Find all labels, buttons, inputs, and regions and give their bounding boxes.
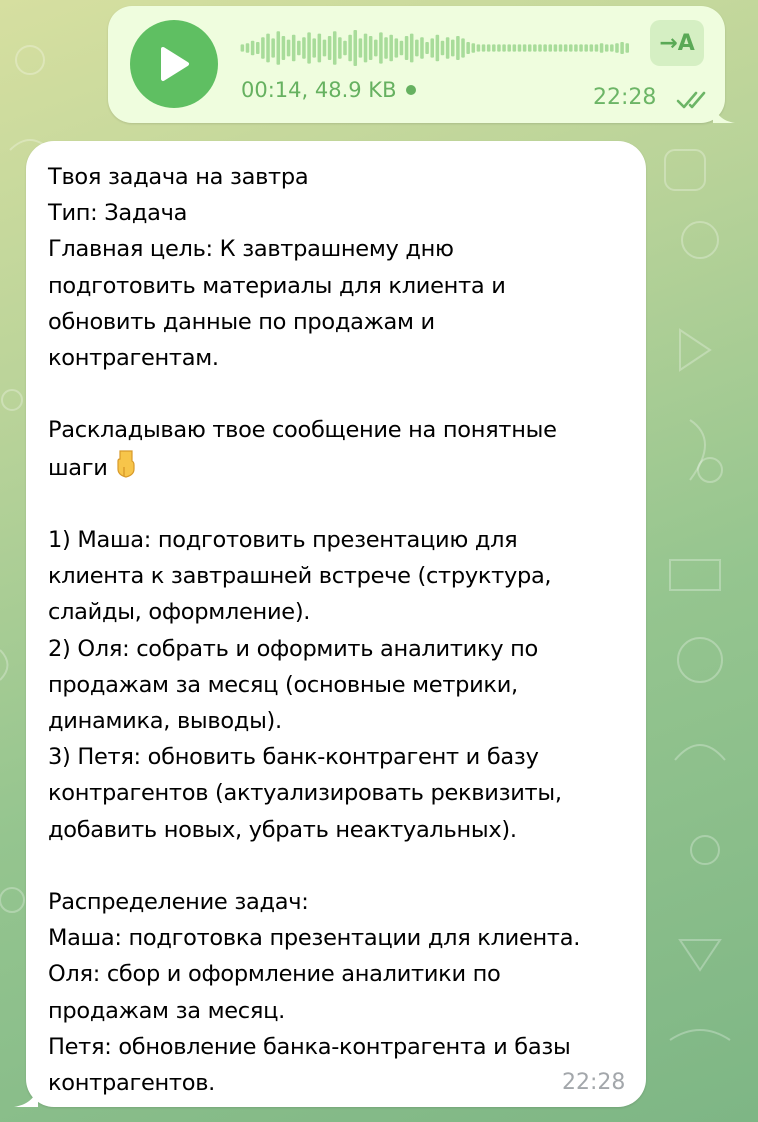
waveform-bar [569, 44, 573, 51]
message-line [48, 486, 638, 522]
waveform-bar [595, 44, 599, 51]
waveform-bar [384, 37, 388, 59]
waveform-bar [374, 40, 378, 57]
message-line: Твоя задача на завтра [48, 164, 309, 190]
waveform-bar [312, 38, 316, 57]
voice-message-bubble[interactable] [108, 6, 725, 123]
waveform-bar [436, 35, 440, 61]
waveform-bar [430, 38, 434, 57]
bubble-tail [14, 1085, 38, 1107]
message-line: слайды, оформление). [48, 599, 311, 626]
waveform-bar [251, 41, 255, 55]
waveform-bar [410, 34, 414, 63]
waveform-bar [379, 32, 383, 63]
waveform-bar [405, 36, 409, 60]
waveform-bar [446, 37, 450, 59]
message-line: продажам за месяц. [48, 997, 285, 1024]
waveform-bar [518, 44, 522, 51]
waveform-bar [297, 41, 301, 55]
waveform-bar [456, 36, 460, 60]
voice-duration-size: 00:14, 48.9 KB [241, 78, 397, 102]
waveform-bar [554, 44, 558, 51]
waveform-bar [625, 43, 629, 53]
message-line [48, 848, 638, 884]
waveform-bar [369, 36, 373, 60]
waveform-bar [502, 44, 506, 51]
waveform-bar [538, 44, 542, 51]
waveform-bar [528, 44, 532, 51]
waveform-bar [302, 37, 306, 59]
waveform-bar [451, 40, 455, 57]
waveform-bar [615, 43, 619, 53]
waveform-bar [461, 38, 465, 57]
waveform-bar [271, 38, 275, 57]
waveform-bar [600, 43, 604, 53]
message-line: контрагентам. [48, 345, 219, 372]
waveform-bar [359, 38, 363, 57]
message-line: добавить новых, убрать неактуальных). [48, 816, 517, 843]
message-line: Тип: Задача [48, 200, 188, 227]
waveform-bar [287, 40, 291, 57]
message-line: обновить данные по продажам и [48, 308, 435, 335]
waveform-bar [261, 37, 265, 59]
waveform-bar [395, 38, 399, 57]
waveform-bar [590, 44, 594, 51]
waveform-bar [533, 44, 537, 51]
waveform-bar [620, 42, 624, 54]
voice-waveform[interactable] [240, 28, 630, 68]
waveform-bar [610, 44, 614, 51]
waveform-bar [584, 44, 588, 51]
waveform-bar [420, 37, 424, 59]
waveform-bar [246, 43, 250, 53]
waveform-bar [574, 44, 578, 51]
waveform-bar [487, 44, 491, 51]
waveform-bar [543, 44, 547, 51]
waveform-bar [425, 42, 429, 54]
message-line: 2) Оля: собрать и оформить аналитику по [48, 635, 539, 662]
waveform-bar [333, 31, 337, 65]
message-line [48, 376, 638, 412]
waveform-bar [266, 34, 270, 63]
waveform-bar [241, 44, 245, 51]
waveform-bar [477, 44, 481, 51]
unread-dot [406, 85, 416, 95]
waveform-bar [441, 41, 445, 55]
waveform-bar [415, 40, 419, 57]
message-line: 3) Петя: обновить банк-контрагент и базу [48, 744, 539, 771]
transcribe-icon: →A [659, 30, 695, 56]
waveform-bar [523, 44, 527, 51]
message-text [48, 159, 638, 1101]
waveform-bar [564, 44, 568, 51]
message-line: продажам за месяц (основные метрики, [48, 671, 518, 698]
waveform-bar [277, 31, 281, 65]
pointing-down-hand-icon [114, 449, 138, 479]
message-line: Распределение задач: [48, 889, 309, 916]
waveform-bar [466, 42, 470, 54]
waveform-bar [328, 36, 332, 60]
waveform-bar [513, 44, 517, 51]
transcribe-button[interactable] [650, 20, 704, 66]
waveform-bar [492, 44, 496, 51]
waveform-bar [323, 40, 327, 57]
text-message-bubble[interactable] [26, 141, 646, 1107]
waveform-bar [348, 35, 352, 61]
waveform-bar [282, 36, 286, 60]
waveform-bar [605, 44, 609, 51]
waveform-bar [256, 42, 260, 54]
waveform-bar [353, 30, 357, 66]
message-line: контрагентов (актуализировать реквизиты, [48, 780, 562, 807]
message-line: Маша: подготовка презентации для клиента. [48, 925, 581, 952]
message-line: клиента к завтрашней встрече (структура, [48, 563, 552, 590]
message-line: подготовить материалы для клиента и [48, 272, 506, 299]
waveform-bar [472, 43, 476, 53]
waveform-bar [343, 41, 347, 55]
waveform-bar [579, 44, 583, 51]
waveform-bar [389, 35, 393, 61]
waveform-bar [292, 35, 296, 61]
waveform-bar [364, 34, 368, 63]
waveform-bar [497, 44, 501, 51]
double-check-icon [676, 90, 712, 110]
waveform-bar [559, 44, 563, 51]
waveform-bar [338, 37, 342, 59]
message-line: Главная цель: К завтрашнему дню [48, 236, 454, 263]
waveform-bar [507, 44, 511, 51]
play-button[interactable] [130, 20, 218, 108]
text-message-time: 22:28 [562, 1070, 626, 1095]
message-line: Оля: сбор и оформление аналитики по [48, 961, 501, 988]
waveform-bar [482, 44, 486, 51]
message-line: динамика, выводы). [48, 708, 282, 735]
waveform-bar [400, 41, 404, 55]
bubble-tail [713, 101, 735, 123]
message-line: контрагентов. [48, 1070, 216, 1097]
message-line: шаги [48, 449, 638, 486]
message-line: 1) Маша: подготовить презентацию для [48, 527, 518, 554]
message-line: Раскладываю твое сообщение на понятные [48, 417, 557, 444]
waveform-bar [318, 34, 322, 63]
voice-message-time: 22:28 [593, 85, 657, 110]
waveform-bar [307, 32, 311, 63]
voice-meta [241, 78, 416, 102]
waveform-bar [548, 44, 552, 51]
message-line: Петя: обновление банка-контрагента и базы [48, 1033, 571, 1060]
play-icon [157, 45, 191, 83]
